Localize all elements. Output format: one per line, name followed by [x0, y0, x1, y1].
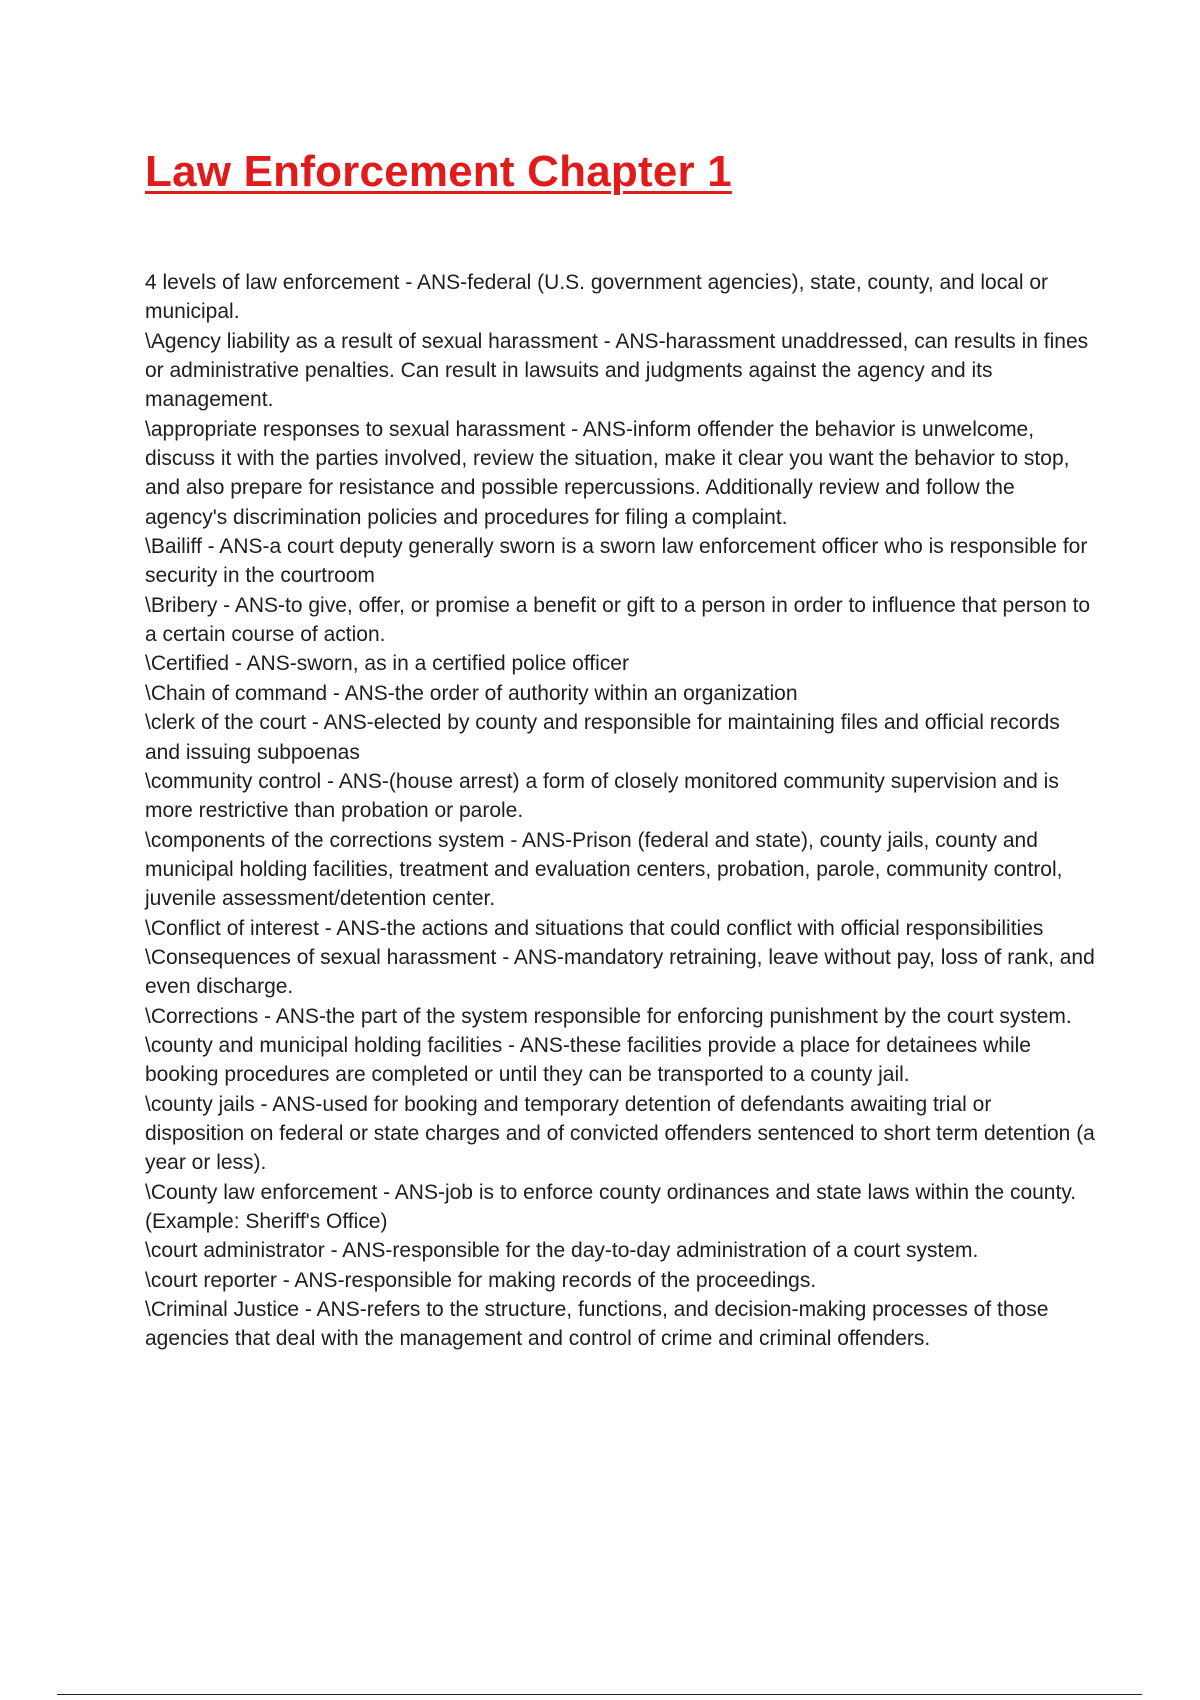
glossary-entry: 4 levels of law enforcement - ANS-federal (U.S. government agencies), state, county, and local or municipal.	[145, 271, 1049, 324]
footer-divider	[57, 1694, 1142, 1695]
glossary-entry: \Conflict of interest - ANS-the actions and situations that could conflict with official responsibilities	[145, 916, 1044, 940]
glossary-entry: \components of the corrections system - ANS-Prison (federal and state), county jails, county and municipal holding facilities, treatment and evaluation centers, probation, parole, community control, juvenile assessment/detention center.	[145, 828, 1063, 911]
glossary-entry: \Certified - ANS-sworn, as in a certified police officer	[145, 652, 629, 676]
document-body	[145, 268, 1095, 1354]
glossary-entry: \County law enforcement - ANS-job is to enforce county ordinances and state laws within the county. (Example: Sheriff's Office)	[145, 1180, 1077, 1233]
glossary-entry: \Chain of command - ANS-the order of authority within an organization	[145, 681, 798, 705]
glossary-entry: \Corrections - ANS-the part of the system responsible for enforcing punishment by the court system.	[145, 1004, 1072, 1028]
glossary-entry: \court administrator - ANS-responsible for the day-to-day administration of a court system.	[145, 1239, 979, 1263]
glossary-entry: \appropriate responses to sexual harassment - ANS-inform offender the behavior is unwelcome, discuss it with the parties involved, review the situation, make it clear you want the behavior to stop, and also prepare for resistance and possible repercussions. Additionally review and follow the agency's discrimination policies and procedures for filing a complaint.	[145, 417, 1070, 529]
glossary-entry: \county jails - ANS-used for booking and temporary detention of defendants awaiting trial or disposition on federal or state charges and of convicted offenders sentenced to short term detention (a year or less).	[145, 1092, 1095, 1175]
glossary-entry: \Agency liability as a result of sexual harassment - ANS-harassment unaddressed, can results in fines or administrative penalties. Can result in lawsuits and judgments against the agency and its management.	[145, 329, 1089, 412]
glossary-entry: \Bailiff - ANS-a court deputy generally sworn is a sworn law enforcement officer who is responsible for security in the courtroom	[145, 535, 1088, 588]
glossary-entry: \Criminal Justice - ANS-refers to the structure, functions, and decision-making processes of those agencies that deal with the management and control of crime and criminal offenders.	[145, 1298, 1049, 1351]
glossary-entry: \court reporter - ANS-responsible for making records of the proceedings.	[145, 1268, 817, 1292]
glossary-entry: \county and municipal holding facilities - ANS-these facilities provide a place for detainees while booking procedures are completed or until they can be transported to a county jail.	[145, 1033, 1031, 1087]
glossary-entry: \Consequences of sexual harassment - ANS-mandatory retraining, leave without pay, loss of rank, and even discharge.	[145, 945, 1095, 999]
glossary-entry: \clerk of the court - ANS-elected by county and responsible for maintaining files and official records and issuing subpoenas	[145, 711, 1060, 764]
glossary-entry: \Bribery - ANS-to give, offer, or promise a benefit or gift to a person in order to influence that person to a certain course of action.	[145, 593, 1091, 647]
glossary-entry: \community control - ANS-(house arrest) a form of closely monitored community supervision and is more restrictive than probation or parole.	[145, 769, 1059, 823]
document-title: Law Enforcement Chapter 1	[145, 147, 732, 196]
